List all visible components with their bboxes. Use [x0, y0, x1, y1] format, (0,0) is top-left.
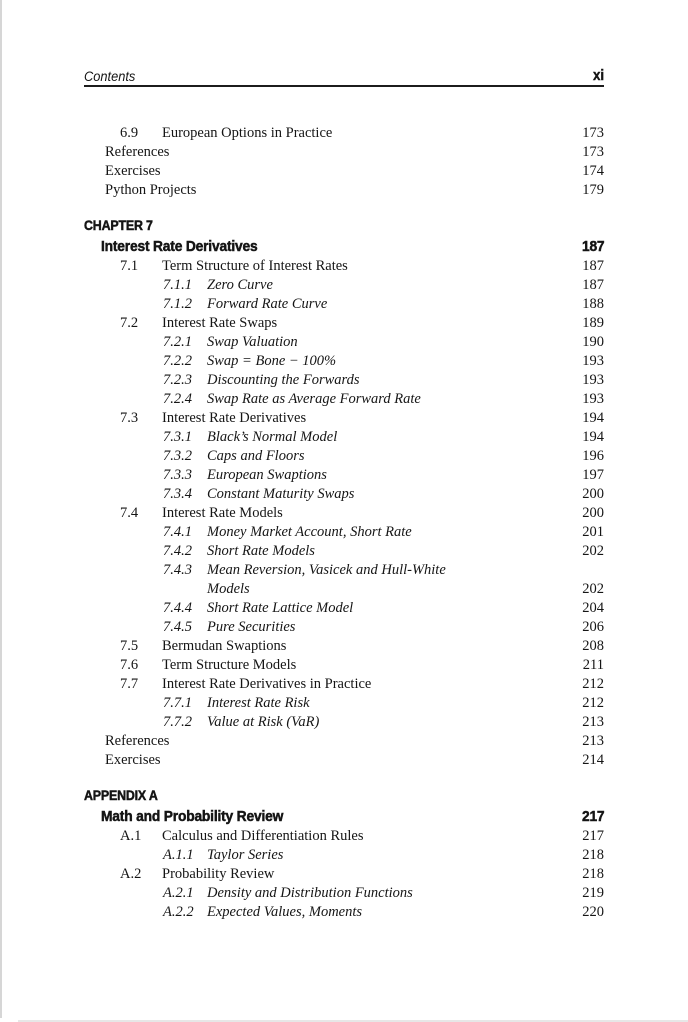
toc-entry-page: 179 [582, 182, 604, 198]
toc-entry-number: 7.4.3 [163, 562, 192, 578]
toc-entry-label: APPENDIX A [84, 788, 158, 803]
toc-entry-page: 173 [582, 144, 604, 160]
toc-entry[interactable] [84, 181, 604, 200]
toc-entry-page: 214 [582, 752, 604, 768]
toc-entry-page: 213 [582, 714, 604, 730]
running-head-title: Contents [84, 69, 136, 84]
toc-entry[interactable] [84, 314, 604, 333]
toc-entry-label: References [105, 144, 170, 160]
toc-entry-label: Zero Curve [207, 277, 273, 293]
toc-entry-number: A.1.1 [163, 847, 194, 863]
toc-spacer [84, 200, 604, 215]
toc-entry-number: 7.5 [120, 638, 139, 654]
toc-entry-number: 7.4.2 [163, 543, 192, 559]
toc-entry-label: Short Rate Models [207, 543, 315, 559]
toc-entry[interactable] [84, 785, 604, 806]
toc-entry-page: 194 [582, 410, 604, 426]
toc-entry-page: 187 [582, 277, 604, 293]
toc-entry-page: 173 [582, 125, 604, 141]
toc-entry[interactable] [84, 827, 604, 846]
toc-entry-page: 193 [582, 353, 604, 369]
toc-entry[interactable] [84, 236, 604, 257]
toc-entry[interactable] [84, 561, 604, 580]
toc-entry[interactable] [84, 466, 604, 485]
toc-entry-label: Interest Rate Swaps [162, 315, 278, 331]
toc-entry-number: 7.3.2 [163, 448, 192, 464]
toc-entry[interactable] [84, 447, 604, 466]
toc-entry[interactable] [84, 732, 604, 751]
toc-entry-number: 7.7 [120, 676, 139, 692]
toc-entry[interactable] [84, 656, 604, 675]
toc-entry-number: 7.4.4 [163, 600, 192, 616]
toc-entry-label: Interest Rate Derivatives [101, 238, 258, 255]
page-left-edge [0, 0, 2, 1018]
toc-entry-label: References [105, 733, 170, 749]
toc-entry[interactable] [84, 846, 604, 865]
toc-entry-page: 204 [582, 600, 604, 616]
toc-entry[interactable] [84, 124, 604, 143]
toc-entry-number: 7.1.1 [163, 277, 192, 293]
toc-entry-label: Value at Risk (VaR) [207, 714, 320, 730]
toc-entry-number: 7.3.4 [163, 486, 192, 502]
toc-entry-label: Taylor Series [207, 847, 284, 863]
toc-entry-label: Exercises [105, 163, 161, 179]
toc-entry-page: 196 [582, 448, 604, 464]
toc-entry-label: Interest Rate Derivatives in Practice [162, 676, 372, 692]
toc-entry-label: Swap Rate as Average Forward Rate [207, 391, 421, 407]
toc-entry-label: Swap Valuation [207, 334, 298, 350]
toc-entry-number: 7.7.1 [163, 695, 192, 711]
toc-entry[interactable] [84, 865, 604, 884]
toc-entry-label: Interest Rate Risk [207, 695, 310, 711]
toc-entry-number: 7.3 [120, 410, 139, 426]
toc-entry-page: 213 [582, 733, 604, 749]
toc-entry-label: European Swaptions [207, 467, 327, 483]
toc-entry-number: 7.2 [120, 315, 139, 331]
toc-entry-label: Expected Values, Moments [207, 904, 363, 920]
toc-entry-number: 7.3.1 [163, 429, 192, 445]
toc-entry-page: 200 [582, 505, 604, 521]
toc-entry-page: 208 [582, 638, 604, 654]
toc-entry-number: 6.9 [120, 125, 139, 141]
toc-entry-page: 194 [582, 429, 604, 445]
toc-entry-number: 7.1 [120, 258, 139, 274]
toc-entry[interactable] [84, 751, 604, 770]
toc-entry-number: A.2.1 [163, 885, 194, 901]
toc-entry-label: Term Structure Models [162, 657, 297, 673]
toc-entry-page: 197 [582, 467, 604, 483]
toc-entry-label: Interest Rate Models [162, 505, 283, 521]
toc-entry-label: Models [207, 581, 250, 597]
toc-entry-label: Black’s Normal Model [207, 429, 338, 445]
toc-entry-number: A.1 [120, 828, 142, 844]
toc-entry-number: 7.6 [120, 657, 139, 673]
toc-entry-label: Constant Maturity Swaps [207, 486, 355, 502]
toc-entry-number: A.2 [120, 866, 142, 882]
toc-entry-number: 7.2.4 [163, 391, 192, 407]
toc-entry[interactable] [84, 884, 604, 903]
toc-entry-page: 193 [582, 391, 604, 407]
toc-entry-number: 7.4 [120, 505, 139, 521]
toc-entry[interactable] [84, 215, 604, 236]
toc-entry-page: 193 [582, 372, 604, 388]
toc-entry-label: Mean Reversion, Vasicek and Hull-White [207, 562, 446, 578]
toc-entry-label: Discounting the Forwards [207, 372, 360, 388]
toc-entry[interactable] [84, 523, 604, 542]
toc-entry-page: 218 [582, 847, 604, 863]
toc-entry[interactable] [84, 276, 604, 295]
toc-entry[interactable] [84, 485, 604, 504]
toc-entry-label: Python Projects [105, 182, 197, 198]
toc-entry-label: Calculus and Differentiation Rules [162, 828, 364, 844]
toc-entry[interactable] [84, 390, 604, 409]
toc-entry[interactable] [84, 504, 604, 523]
toc-entry[interactable] [84, 618, 604, 637]
toc-entry-page: 188 [582, 296, 604, 312]
toc-entry-label: Forward Rate Curve [207, 296, 328, 312]
toc-spacer [84, 770, 604, 785]
toc-entry-page: 206 [582, 619, 604, 635]
toc-entry[interactable] [84, 542, 604, 561]
toc-entry-page: 218 [582, 866, 604, 882]
toc-entry-page: 187 [582, 258, 604, 274]
toc-entry-label: Probability Review [162, 866, 275, 882]
toc-entry-number: 7.3.3 [163, 467, 192, 483]
toc-entry-number: 7.2.1 [163, 334, 192, 350]
toc-entry-number: 7.2.2 [163, 353, 192, 369]
toc-entry-page: 219 [582, 885, 604, 901]
toc-entry[interactable] [84, 599, 604, 618]
toc-entry-number: 7.7.2 [163, 714, 192, 730]
toc-entry-page: 211 [582, 657, 604, 673]
toc-entry[interactable] [84, 143, 604, 162]
toc-entry-label: Interest Rate Derivatives [162, 410, 307, 426]
toc-entry-label: Exercises [105, 752, 161, 768]
toc-entry-label: European Options in Practice [162, 125, 333, 141]
toc-entry[interactable] [84, 428, 604, 447]
toc-entry[interactable] [84, 637, 604, 656]
toc-entry-page: 202 [582, 543, 604, 559]
toc-entry-page: 187 [581, 238, 604, 255]
toc-entry[interactable] [84, 675, 604, 694]
toc-entry[interactable] [84, 580, 604, 599]
toc-entry-page: 217 [581, 808, 604, 825]
running-head [84, 66, 604, 84]
toc-entry-label: Bermudan Swaptions [162, 638, 287, 654]
toc-entry[interactable] [84, 903, 604, 922]
toc-entry-label: Short Rate Lattice Model [207, 600, 354, 616]
toc-entry-number: A.2.2 [163, 904, 194, 920]
toc-entry-label: Swap = Bone − 100% [207, 353, 337, 369]
toc-entry-number: 7.4.5 [163, 619, 192, 635]
toc-entry-label: Math and Probability Review [101, 808, 284, 825]
toc-entry[interactable] [84, 257, 604, 276]
toc-entry-label: Pure Securities [207, 619, 296, 635]
toc-entry-label: Term Structure of Interest Rates [162, 258, 348, 274]
toc-entry-page: 212 [582, 695, 604, 711]
toc-entry-label: Density and Distribution Functions [207, 885, 413, 901]
page-number-roman: xi [592, 68, 604, 84]
toc-entry-label: Caps and Floors [207, 448, 305, 464]
toc-entry-page: 190 [582, 334, 604, 350]
header-rule [84, 85, 604, 87]
toc-entry-label: CHAPTER 7 [84, 218, 153, 233]
toc-entry-label: Money Market Account, Short Rate [207, 524, 412, 540]
toc-entry-page: 220 [582, 904, 604, 920]
toc-entry[interactable] [84, 295, 604, 314]
toc-entry[interactable] [84, 352, 604, 371]
toc-entry[interactable] [84, 409, 604, 428]
toc-entry[interactable] [84, 713, 604, 732]
toc-entry-page: 189 [582, 315, 604, 331]
toc-entry-page: 217 [582, 828, 604, 844]
toc-entry-number: 7.1.2 [163, 296, 192, 312]
toc-entry-page: 200 [582, 486, 604, 502]
toc-entry-page: 201 [582, 524, 604, 540]
toc-entry-number: 7.4.1 [163, 524, 192, 540]
toc-entry[interactable] [84, 371, 604, 390]
toc-entry-page: 212 [582, 676, 604, 692]
toc-entry[interactable] [84, 806, 604, 827]
toc-entry[interactable] [84, 333, 604, 352]
toc-entry-page: 174 [582, 163, 604, 179]
toc-entry[interactable] [84, 694, 604, 713]
toc-entry[interactable] [84, 162, 604, 181]
table-of-contents [84, 124, 604, 922]
toc-entry-number: 7.2.3 [163, 372, 192, 388]
toc-entry-page: 202 [582, 581, 604, 597]
